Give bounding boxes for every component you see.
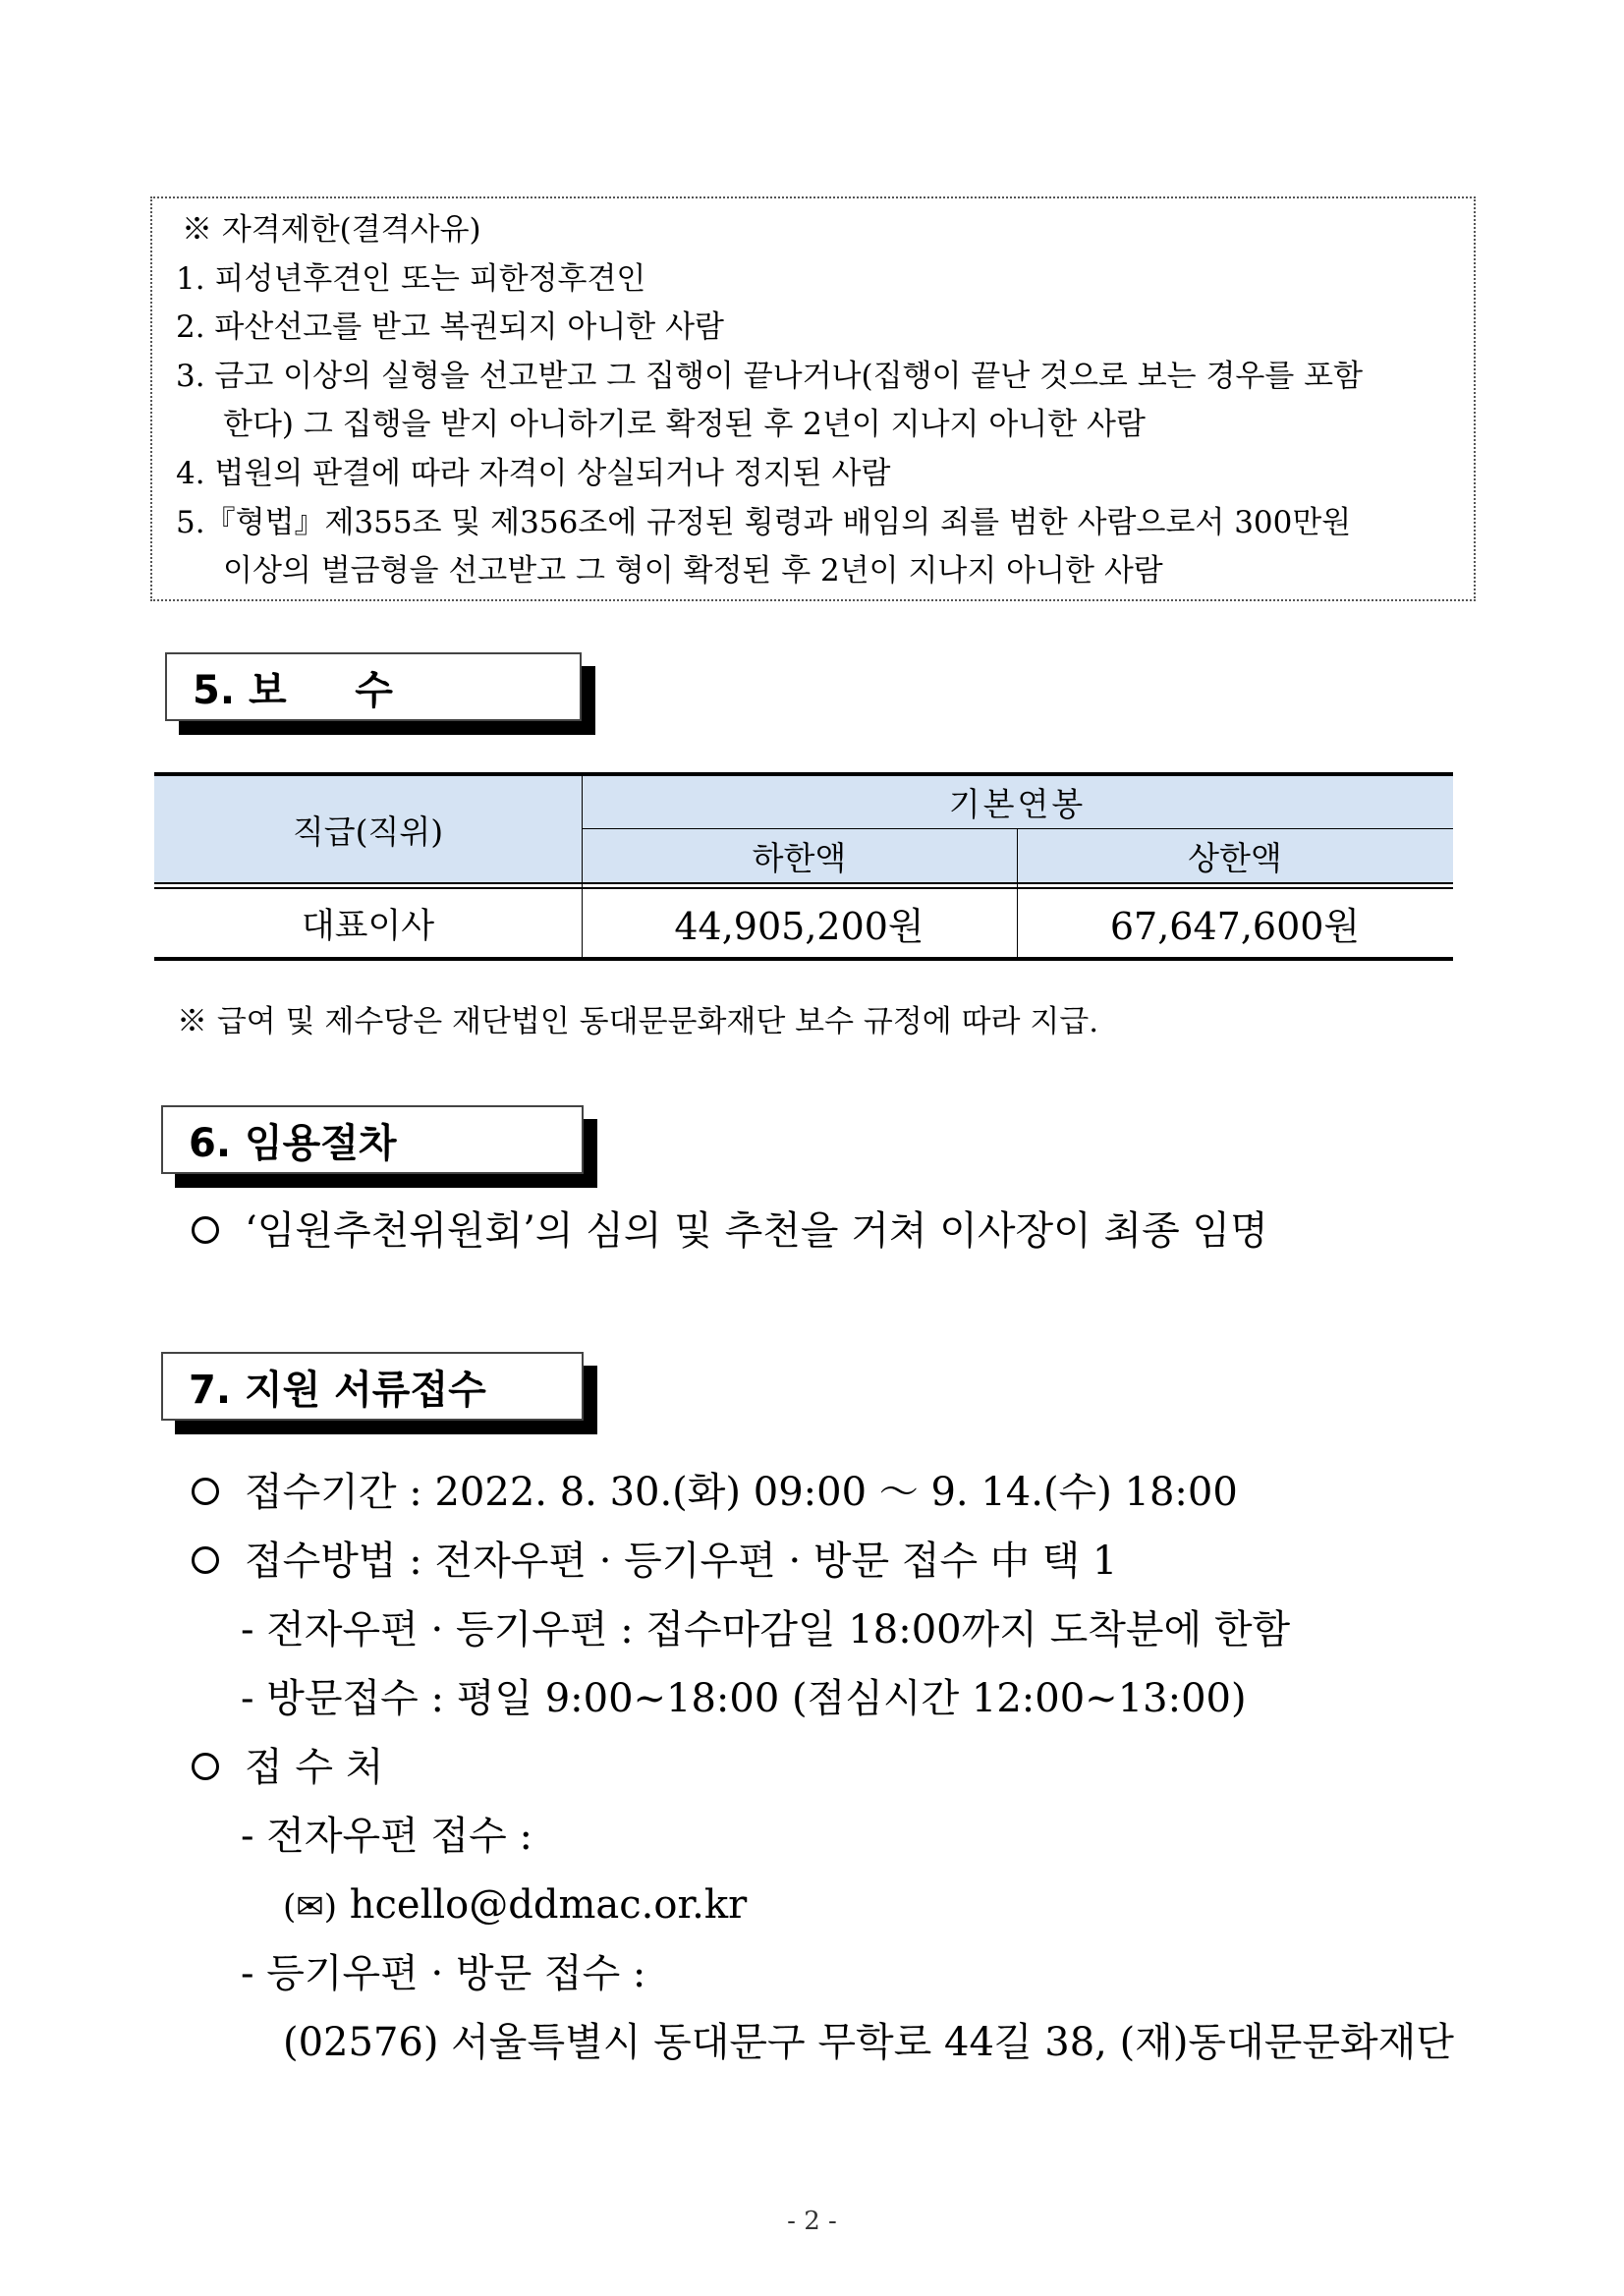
disqualification-item: 2. 파산선고를 받고 복권되지 아니한 사람 [176,309,724,345]
section-5-heading [165,652,582,721]
disqualification-item-continued: 한다) 그 집행을 받지 아니하기로 확정된 후 2년이 지나지 아니한 사람 [223,407,1146,442]
section-7-title: 7. 지원 서류접수 [189,1367,486,1413]
post-reception-label: - 등기우편 · 방문 접수 : [241,1951,646,1996]
disqualification-item: 4. 법원의 판결에 따라 자격이 상실되거나 정지된 사람 [176,456,891,491]
row-max-salary: 67,647,600원 [1109,905,1361,948]
envelope-icon: (✉) [283,1887,338,1927]
disqualification-item: 1. 피성년후견인 또는 피한정후견인 [176,261,646,297]
reception-method-sub: - 전자우편 · 등기우편 : 접수마감일 18:00까지 도착분에 한함 [241,1607,1291,1652]
disqualification-box [150,196,1476,601]
header-max: 상한액 [1188,838,1282,877]
reception-period [192,1470,1238,1515]
page-number: - 2 - [787,2207,837,2236]
reception-method-text: 접수방법 : 전자우편 · 등기우편 · 방문 접수 中 택 1 [245,1539,1118,1584]
disqualification-item: 3. 금고 이상의 실형을 선고받고 그 집행이 끝나거나(집행이 끝난 것으로 보는 경우를 포함 [176,359,1364,394]
row-min-salary: 44,905,200원 [674,905,924,948]
postal-address: (02576) 서울특별시 동대문구 무학로 44길 38, (재)동대문문화재단 [283,2020,1454,2065]
email-address[interactable]: hcello@ddmac.or.kr [349,1882,748,1928]
appointment-procedure-item [192,1208,1268,1254]
disqualification-item: 5.『형법』제355조 및 제356조에 규정된 횡령과 배임의 죄를 범한 사람으로서 300만원 [176,505,1352,540]
appointment-procedure-text: ‘임원추천위원회’의 심의 및 추천을 거쳐 이사장이 최종 임명 [245,1208,1268,1254]
header-min: 하한액 [752,838,847,877]
header-base-salary: 기본연봉 [948,785,1087,823]
reception-method [192,1539,1117,1584]
reception-place-text: 접 수 처 [245,1745,384,1790]
email-line [283,1882,747,1930]
reception-place [192,1745,383,1790]
circle-bullet-icon [192,1216,219,1244]
section-7-heading [161,1352,584,1421]
table-bottom-border [154,957,1453,961]
disqualification-item-continued: 이상의 벌금형을 선고받고 그 형이 확정된 후 2년이 지나지 아니한 사람 [223,553,1163,588]
row-position: 대표이사 [301,906,435,946]
reception-method-sub: - 방문접수 : 평일 9:00~18:00 (점심시간 12:00~13:00) [241,1676,1247,1721]
disqualification-title: ※ 자격제한(결격사유) [182,212,481,248]
circle-bullet-icon [192,1546,219,1574]
salary-note: ※ 급여 및 제수당은 재단법인 동대문문화재단 보수 규정에 따라 지급. [177,1004,1099,1039]
section-6-heading [161,1105,584,1174]
table-header-divider [154,882,1453,884]
header-position: 직급(직위) [292,812,444,851]
section-6-title: 6. 임용절차 [189,1120,397,1166]
email-reception-label: - 전자우편 접수 : [241,1814,532,1859]
reception-period-text: 접수기간 : 2022. 8. 30.(화) 09:00 ～ 9. 14.(수) 18:00 [245,1470,1238,1515]
section-5-title: 5. 보 수 [193,667,393,713]
circle-bullet-icon [192,1478,219,1505]
salary-table [154,772,1453,961]
circle-bullet-icon [192,1753,219,1780]
